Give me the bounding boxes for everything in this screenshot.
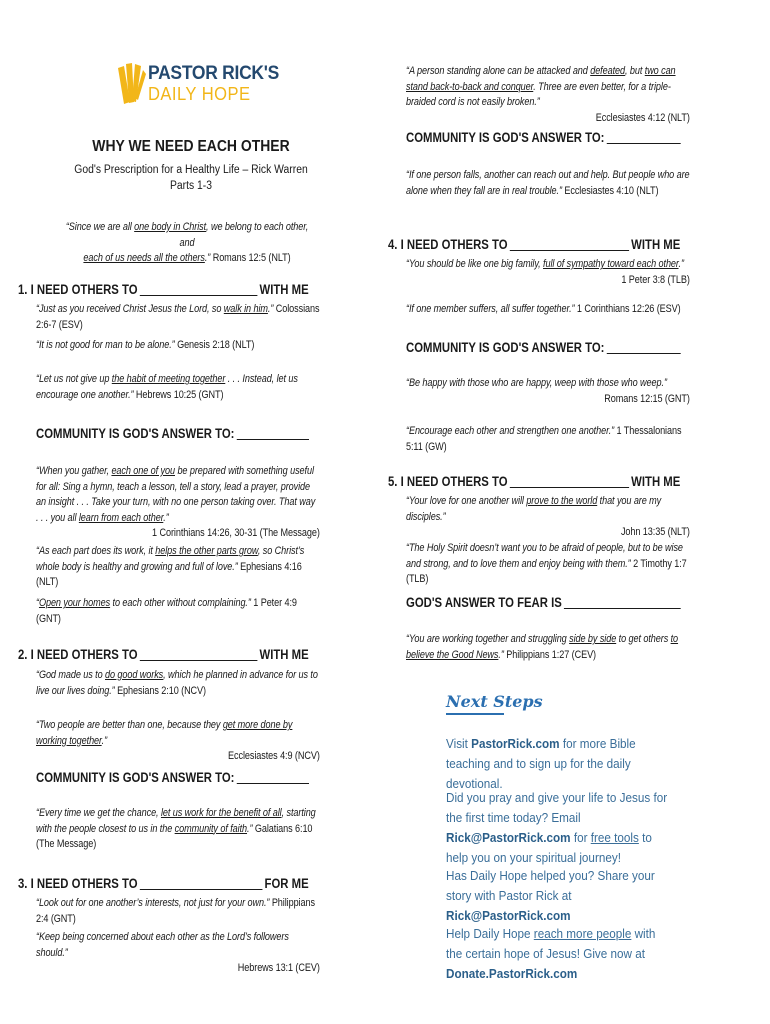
- quote: “The Holy Spirit doesn’t want you to be afraid of people, but to be wise and strong, and to love them and enjoy being with them.” 2 Timothy 1:7 (TLB): [406, 542, 687, 585]
- fill-in-blank[interactable]: [510, 475, 629, 488]
- quote: “Every time we get the chance, let us work for the benefit of all, starting with the people closest to us in the community of faith.” Galatians 6:10 (The Message): [36, 807, 316, 850]
- quote: “A person standing alone can be attacked and defeated, but two can stand back-to-back and conquer. Three are even better, for a triple-braided cord is not easily broken.” Ecclesiastes 4:12 (NLT): [406, 65, 690, 124]
- fill-in-blank[interactable]: [564, 596, 680, 609]
- quote: “It is not good for man to be alone.” Genesis 2:18 (NLT): [36, 339, 255, 351]
- free-tools-link[interactable]: free tools: [590, 830, 639, 845]
- fear-heading: GOD'S ANSWER TO FEAR IS: [406, 595, 683, 611]
- donate-link[interactable]: Donate.PastorRick.com: [446, 966, 578, 981]
- quote: “Look out for one another’s interests, not just for your own.” Philippians 2:4 (GNT): [36, 897, 315, 925]
- section-2-heading: 2. I NEED OTHERS TO WITH ME: [18, 647, 309, 662]
- email-link[interactable]: Rick@PastorRick.com: [446, 830, 571, 845]
- quote: “When you gather, each one of you be prepared with something useful for all: Sing a hymn, teach a lesson, tell a story, lead a prayer, provide an insight . . . Take your turn, with no one person taking over. That way . . . you all learn from each other.” 1 Corinthians 14:26, 30-31 (The Message): [36, 465, 320, 539]
- quote: “Just as you received Christ Jesus the Lord, so walk in him.” Colossians 2:6-7 (ESV): [36, 303, 320, 331]
- quote: “Keep being concerned about each other as the Lord’s followers should.” Hebrews 13:1 (CEV): [36, 931, 320, 974]
- quote: “As each part does its work, it helps the other parts grow, so Christ’s whole body is healthy and growing and full of love.” Ephesians 4:16 (NLT): [36, 545, 305, 588]
- title-underline: [446, 713, 504, 715]
- fill-in-blank[interactable]: [607, 131, 681, 144]
- section-1-heading: 1. I NEED OTHERS TO WITH ME: [18, 282, 309, 297]
- intro-quote: “Since we are all one body in Christ, we belong to each other, and each of us needs all the others.” Romans 12:5 (NLT): [65, 221, 309, 264]
- sun-rays-icon: [116, 62, 146, 108]
- section-3-heading: 3. I NEED OTHERS TO FOR ME: [18, 876, 309, 891]
- section-4-heading: 4. I NEED OTHERS TO WITH ME: [388, 237, 681, 252]
- quote: “If one member suffers, all suffer together.” 1 Corinthians 12:26 (ESV): [406, 303, 681, 315]
- quote: “You are working together and struggling side by side to get others to believe the Good News.” Philippians 1:27 (CEV): [406, 633, 679, 661]
- quote: “God made us to do good works, which he planned in advance for us to live our lives doing.” Ephesians 2:10 (NCV): [36, 669, 318, 697]
- brand-line1: PASTOR RICK'S: [148, 63, 280, 84]
- section-5-heading: 5. I NEED OTHERS TO WITH ME: [388, 474, 681, 489]
- fill-in-blank[interactable]: [237, 427, 309, 440]
- quote: “Open your homes to each other without complaining.” 1 Peter 4:9 (GNT): [36, 597, 297, 625]
- fill-in-blank[interactable]: [140, 877, 262, 890]
- page-title: WHY WE NEED EACH OTHER: [92, 138, 290, 155]
- quote: “Be happy with those who are happy, weep with those who weep.” Romans 12:15 (GNT): [406, 377, 690, 405]
- next-steps-title: Next Steps: [446, 692, 543, 711]
- quote: “Two people are better than one, because they get more done by working together.” Ecclesiastes 4:9 (NCV): [36, 719, 320, 762]
- fill-in-blank[interactable]: [607, 341, 681, 354]
- next-step-2: Did you pray and give your life to Jesus for the first time today? Email Rick@PastorRick.com for free tools to help you on your spiritual journey!: [446, 790, 668, 865]
- quote: “If one person falls, another can reach out and help. But people who are alone when they fall are in real trouble.” Ecclesiastes 4:10 (NLT): [406, 169, 690, 197]
- next-step-3: Has Daily Hope helped you? Share your story with Pastor Rick at Rick@PastorRick.com: [446, 868, 655, 923]
- fill-in-blank[interactable]: [140, 648, 257, 661]
- quote: “Let us not give up the habit of meeting together . . . Instead, let us encourage one another.” Hebrews 10:25 (GNT): [36, 373, 298, 401]
- community-heading: COMMUNITY IS GOD'S ANSWER TO:: [406, 340, 683, 356]
- brand-line2: DAILY HOPE: [148, 84, 251, 104]
- next-step-1: Visit PastorRick.com for more Bible teaching and to sign up for the daily devotional.: [446, 736, 636, 791]
- fill-in-blank[interactable]: [140, 283, 257, 296]
- website-link[interactable]: PastorRick.com: [471, 736, 560, 751]
- fill-in-blank[interactable]: [510, 238, 629, 251]
- quote: “Your love for one another will prove to the world that you are my disciples.” John 13:35 (NLT): [406, 495, 690, 538]
- next-step-4: Help Daily Hope reach more people with the certain hope of Jesus! Give now at Donate.PastorRick.com: [446, 926, 656, 981]
- quote: “You should be like one big family, full of sympathy toward each other.” 1 Peter 3:8 (TLB): [406, 258, 690, 286]
- logo: [116, 60, 296, 110]
- quote: “Encourage each other and strengthen one another.” 1 Thessalonians 5:11 (GW): [406, 425, 682, 453]
- email-link[interactable]: Rick@PastorRick.com: [446, 908, 571, 923]
- reach-more-link[interactable]: reach more people: [533, 926, 632, 941]
- community-heading: COMMUNITY IS GOD'S ANSWER TO:: [36, 770, 312, 786]
- community-heading: COMMUNITY IS GOD'S ANSWER TO:: [406, 130, 683, 146]
- community-heading: COMMUNITY IS GOD'S ANSWER TO:: [36, 426, 312, 442]
- subtitle: God's Prescription for a Healthy Life – Rick Warren Parts 1-3: [74, 164, 308, 192]
- fill-in-blank[interactable]: [237, 771, 309, 784]
